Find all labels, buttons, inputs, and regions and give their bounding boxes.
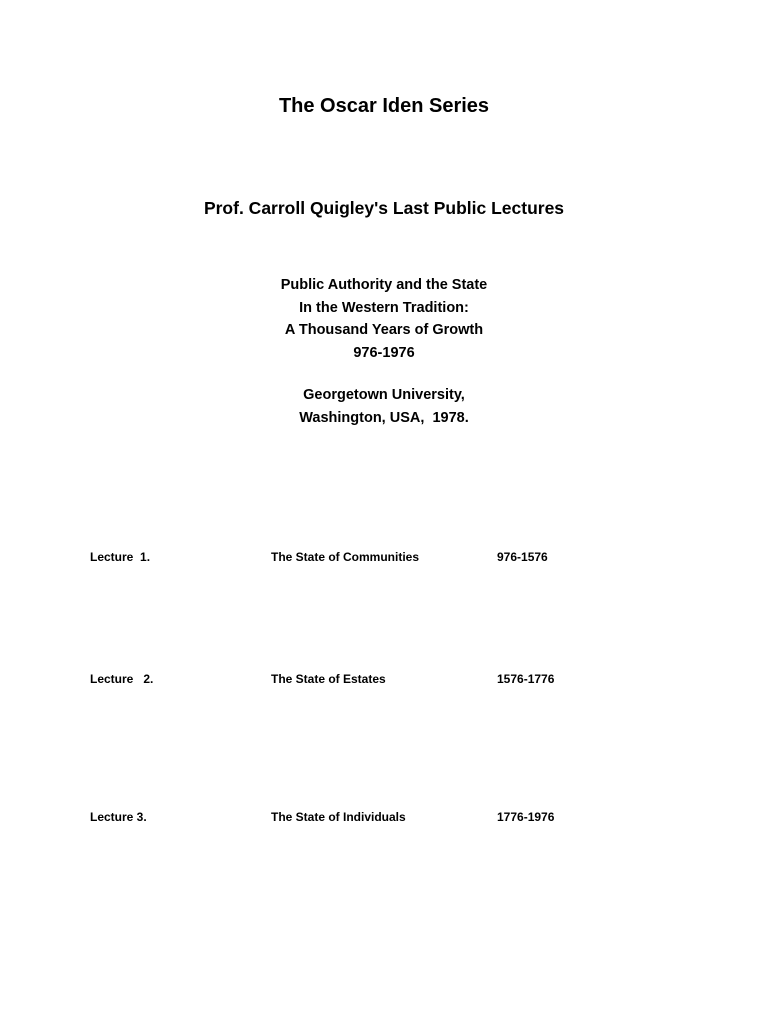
lecture-row: [0, 550, 768, 570]
subject-line: Public Authority and the State: [280, 277, 488, 293]
lecture-years: 976-1576: [497, 550, 548, 564]
series-title: The Oscar Iden Series: [278, 95, 490, 117]
lecture-years: 1576-1776: [497, 672, 555, 686]
subject-line: 976-1976: [353, 344, 415, 361]
lecture-title: The State of Individuals: [271, 810, 406, 824]
venue-line: Washington, USA, 1978.: [299, 409, 469, 426]
lecture-number: Lecture 2.: [90, 672, 154, 686]
venue-info: [0, 384, 768, 429]
lectures-heading: Prof. Carroll Quigley's Last Public Lectures: [203, 198, 565, 218]
venue-line: Georgetown University,: [303, 387, 465, 403]
lecture-number: Lecture 1.: [90, 550, 151, 564]
lecture-title: The State of Estates: [271, 672, 386, 686]
subject-line: In the Western Tradition:: [299, 299, 469, 316]
lecture-years: 1776-1976: [497, 810, 555, 824]
lecture-row: [0, 672, 768, 692]
subject-line: A Thousand Years of Growth: [284, 322, 484, 338]
lecture-subject: [0, 274, 768, 364]
lecture-row: [0, 810, 768, 830]
lecture-number: Lecture 3.: [90, 810, 147, 824]
lecture-title: The State of Communities: [271, 550, 420, 564]
